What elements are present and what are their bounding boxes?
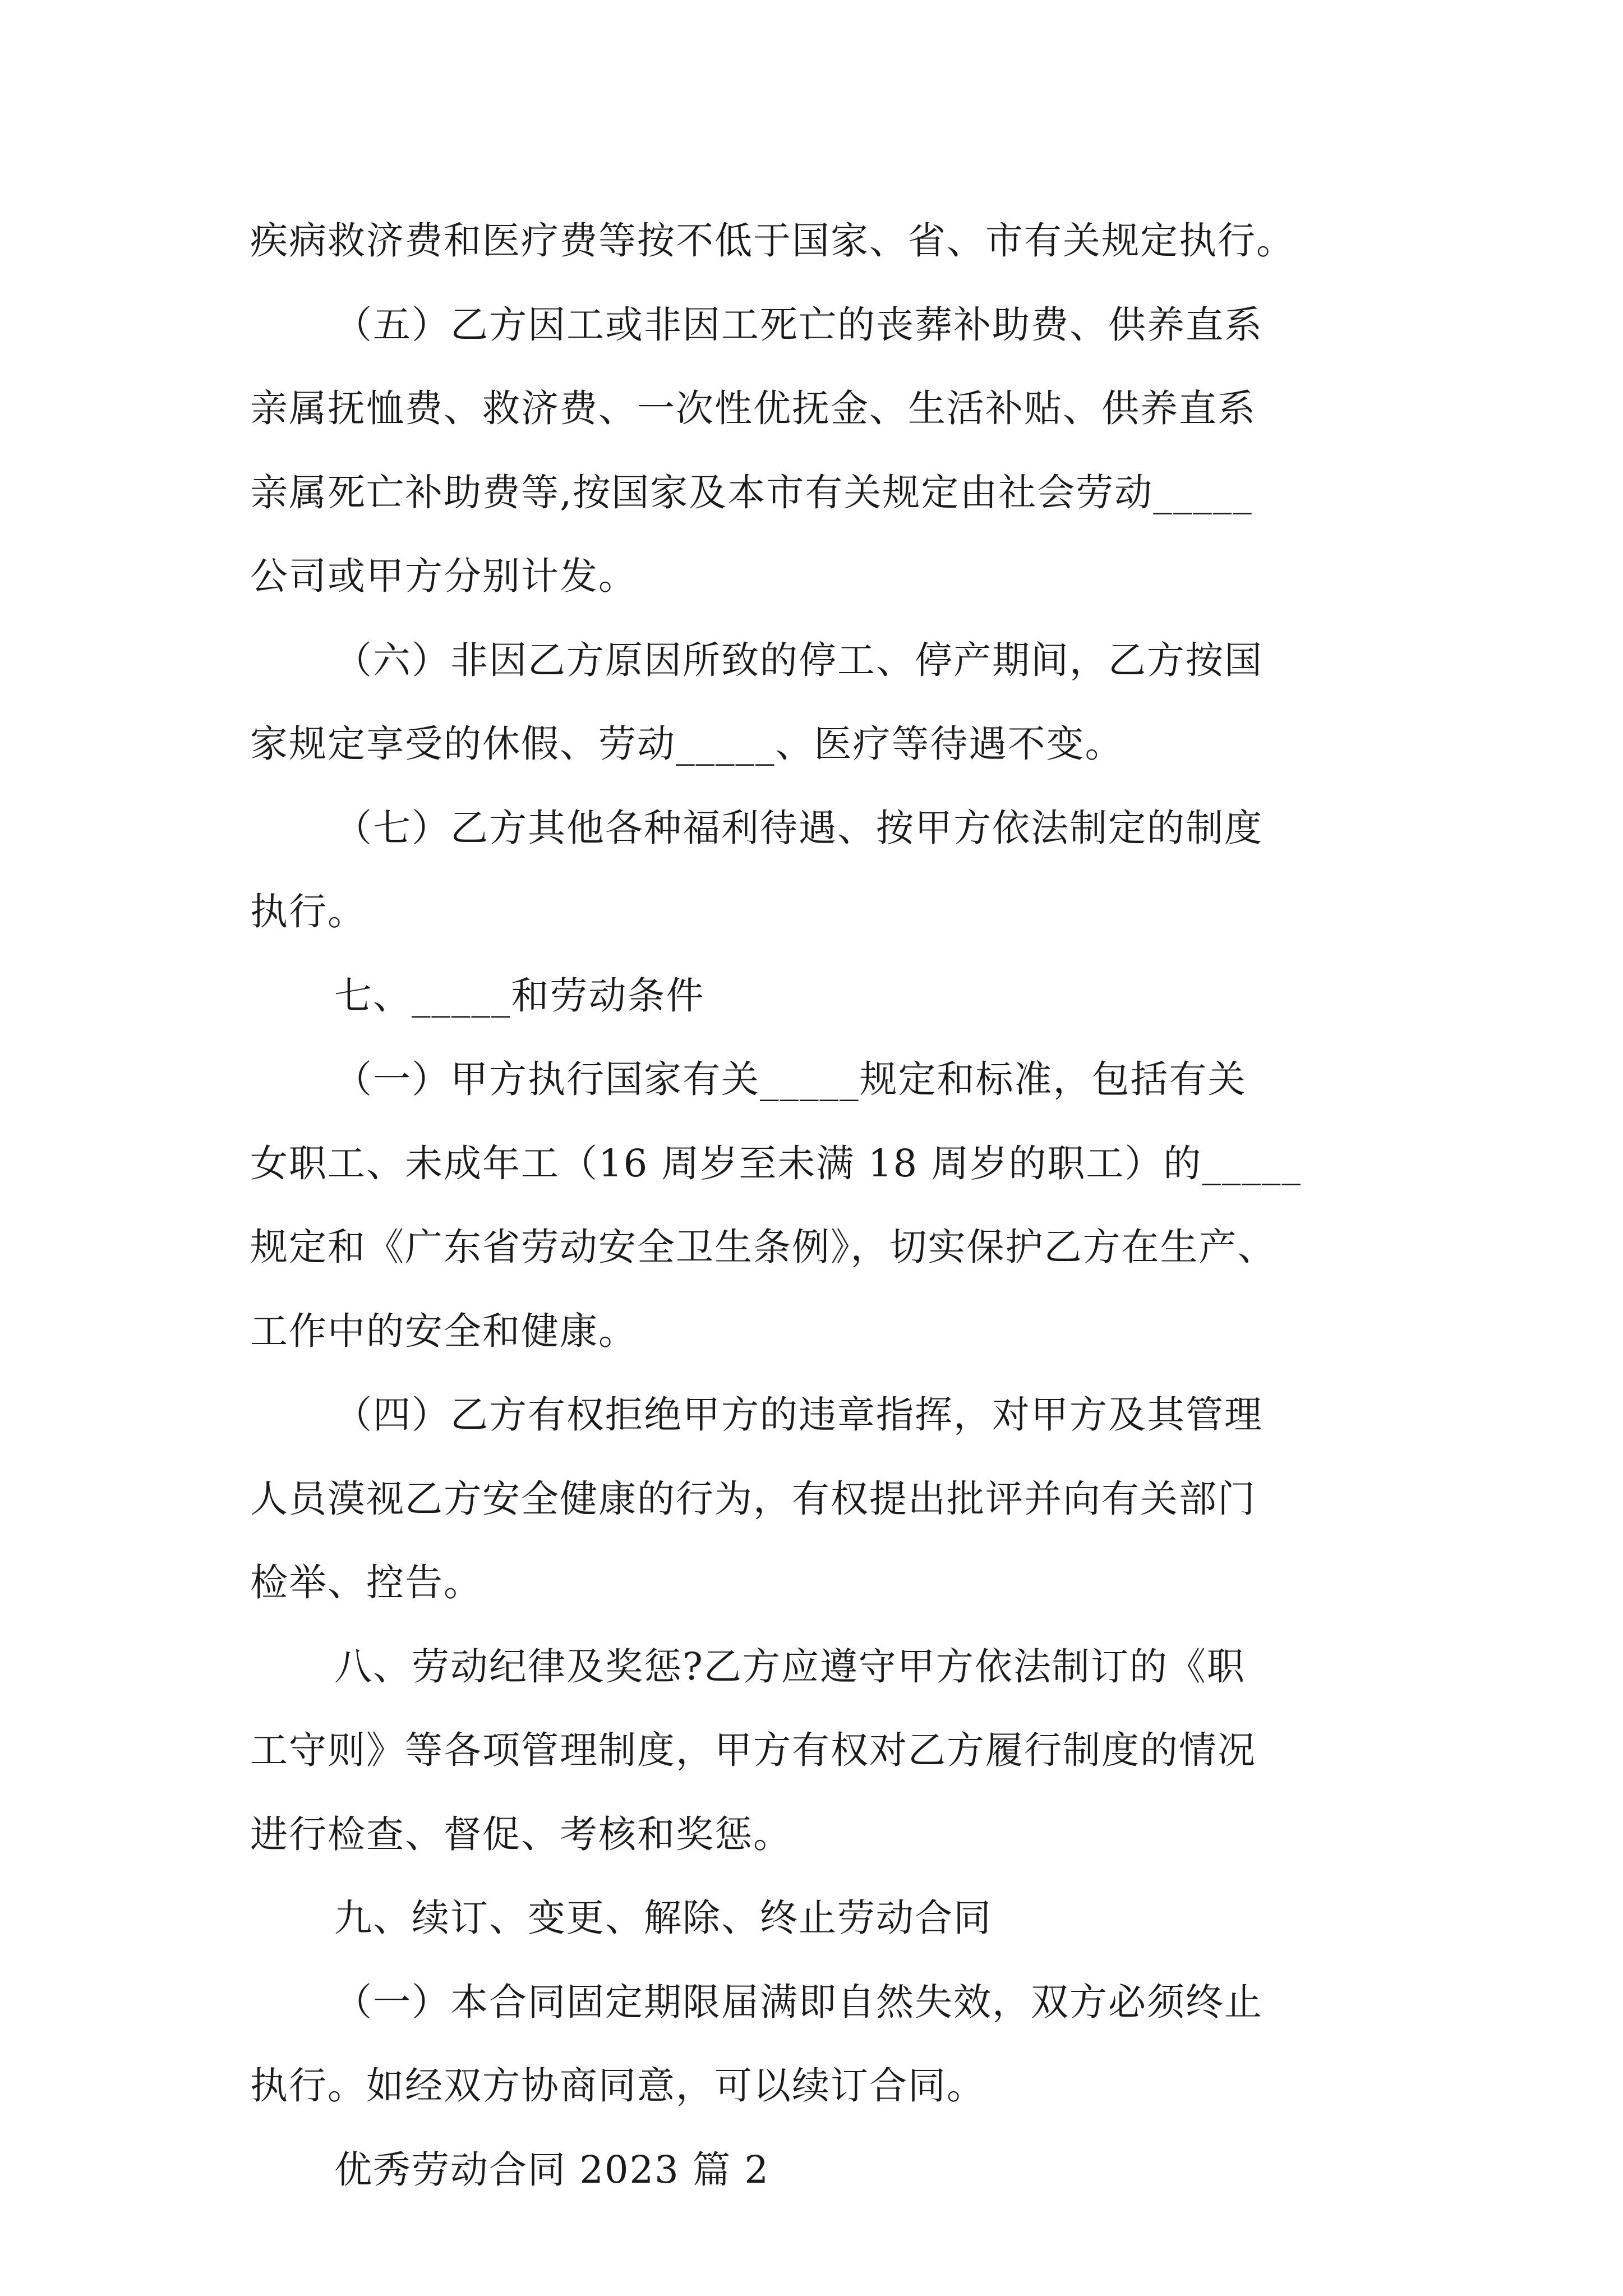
text-line: 亲属死亡补助费等,按国家及本市有关规定由社会劳动_____ <box>250 470 1253 514</box>
section-heading: 九、续订、变更、解除、终止劳动合同 <box>334 1896 992 1940</box>
text-line: （五）乙方因工或非因工死亡的丧葬补助费、供养直系 <box>334 302 1263 347</box>
section-heading: 七、_____和劳动条件 <box>334 973 705 1018</box>
text-line: 进行检查、督促、考核和奖惩。 <box>250 1812 792 1856</box>
text-line: 人员漠视乙方安全健康的行为，有权提出批评并向有关部门 <box>250 1476 1256 1521</box>
text-line: 规定和《广东省劳动安全卫生条例》，切实保护乙方在生产、 <box>250 1225 1276 1269</box>
text-line: 工守则》等各项管理制度，甲方有权对乙方履行制度的情况 <box>250 1728 1256 1772</box>
text-line: （一）甲方执行国家有关_____规定和标准，包括有关 <box>334 1057 1247 1101</box>
text-line: 女职工、未成年工（16 周岁至未满 18 周岁的职工）的_____ <box>250 1141 1302 1185</box>
text-line: 疾病救济费和医疗费等按不低于国家、省、市有关规定执行。 <box>250 219 1295 263</box>
text-line: 执行。 <box>250 890 366 933</box>
text-line: （七）乙方其他各种福利待遇、按甲方依法制定的制度 <box>334 806 1263 850</box>
text-line: 公司或甲方分别计发。 <box>250 554 637 598</box>
section-heading: 八、劳动纪律及奖惩?乙方应遵守甲方依法制订的《职 <box>334 1644 1246 1688</box>
text-line: （六）非因乙方原因所致的停工、停产期间，乙方按国 <box>334 638 1263 682</box>
text-line: 执行。如经双方协商同意，可以续订合同。 <box>250 2064 985 2108</box>
text-line: （四）乙方有权拒绝甲方的违章指挥，对甲方及其管理 <box>334 1393 1263 1437</box>
text-line: 工作中的安全和健康。 <box>250 1309 637 1353</box>
section-title: 优秀劳动合同 2023 篇 2 <box>334 2147 770 2192</box>
text-line: 家规定享受的休假、劳动_____、医疗等待遇不变。 <box>250 722 1124 766</box>
text-line: 检举、控告。 <box>250 1561 482 1604</box>
text-line: （一）本合同固定期限届满即自然失效，双方必须终止 <box>334 1980 1263 2024</box>
text-line: 亲属抚恤费、救济费、一次性优抚金、生活补贴、供养直系 <box>250 386 1256 430</box>
document-body <box>250 199 1377 2212</box>
